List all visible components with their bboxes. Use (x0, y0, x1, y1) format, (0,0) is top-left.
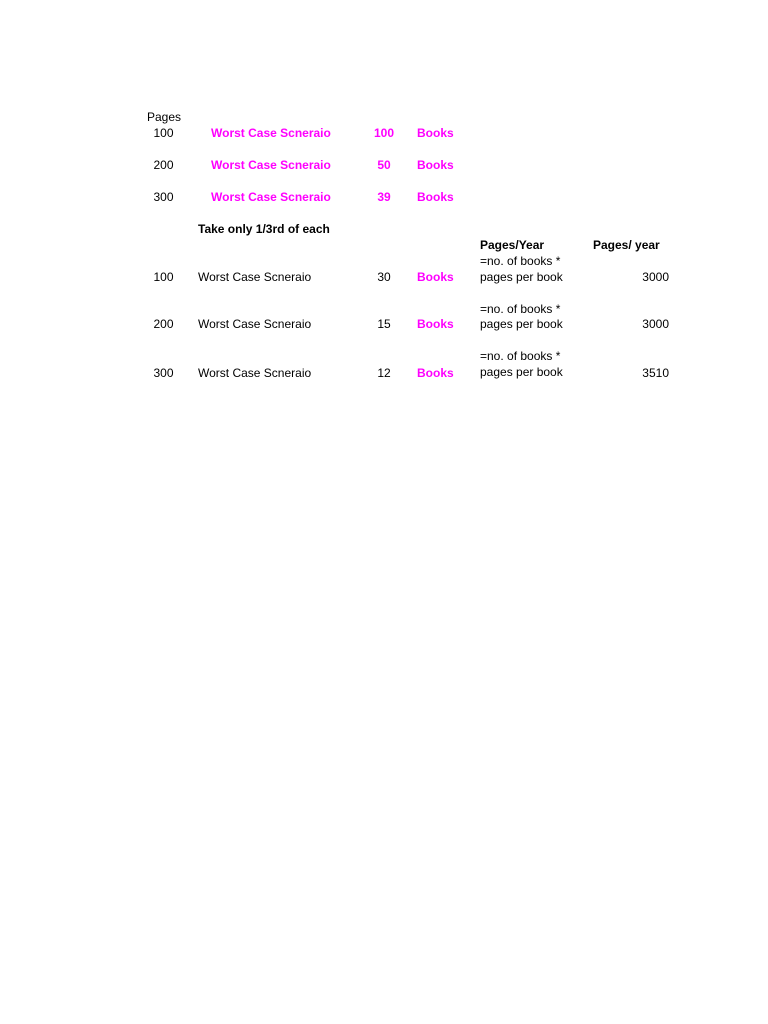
pages-year-total: 3000 (642, 317, 669, 331)
pages-year-total: 3000 (642, 270, 669, 284)
row-books-unit: Books (417, 317, 454, 331)
row-books-unit: Books (417, 190, 454, 204)
row-scenario-label: Worst Case Scneraio (211, 190, 331, 204)
row-pages-value: 100 (153, 270, 174, 284)
row-scenario-label: Worst Case Scneraio (198, 270, 312, 284)
row-pages-value: 200 (153, 158, 174, 172)
row-pages-value: 300 (153, 190, 174, 204)
row-books-count: 100 (373, 126, 395, 140)
row-scenario-label: Worst Case Scneraio (211, 158, 331, 172)
row-pages-value: 200 (153, 317, 174, 331)
row-scenario-label: Worst Case Scneraio (198, 317, 312, 331)
row-scenario-label: Worst Case Scneraio (211, 126, 331, 140)
row-books-count: 12 (377, 366, 391, 380)
row-books-unit: Books (417, 158, 454, 172)
row-books-unit: Books (417, 366, 454, 380)
formula-line1: =no. of books * (480, 302, 561, 316)
pages-year-total-header: Pages/ year (593, 238, 660, 252)
section2-title: Take only 1/3rd of each (198, 222, 330, 236)
row-books-count: 15 (377, 317, 391, 331)
row-scenario-label: Worst Case Scneraio (198, 366, 312, 380)
formula-line2: pages per book (480, 317, 563, 331)
row-books-unit: Books (417, 270, 454, 284)
formula-line2: pages per book (480, 270, 563, 284)
row-pages-value: 100 (153, 126, 174, 140)
formula-line1: =no. of books * (480, 349, 561, 363)
row-books-count: 30 (377, 270, 391, 284)
pages-year-header: Pages/Year (480, 238, 545, 252)
row-books-unit: Books (417, 126, 454, 140)
pages-year-total: 3510 (642, 366, 669, 380)
pages-header: Pages (147, 110, 182, 124)
row-books-count: 39 (377, 190, 391, 204)
formula-line2: pages per book (480, 365, 563, 379)
row-books-count: 50 (377, 158, 391, 172)
row-pages-value: 300 (153, 366, 174, 380)
formula-line1: =no. of books * (480, 254, 561, 268)
